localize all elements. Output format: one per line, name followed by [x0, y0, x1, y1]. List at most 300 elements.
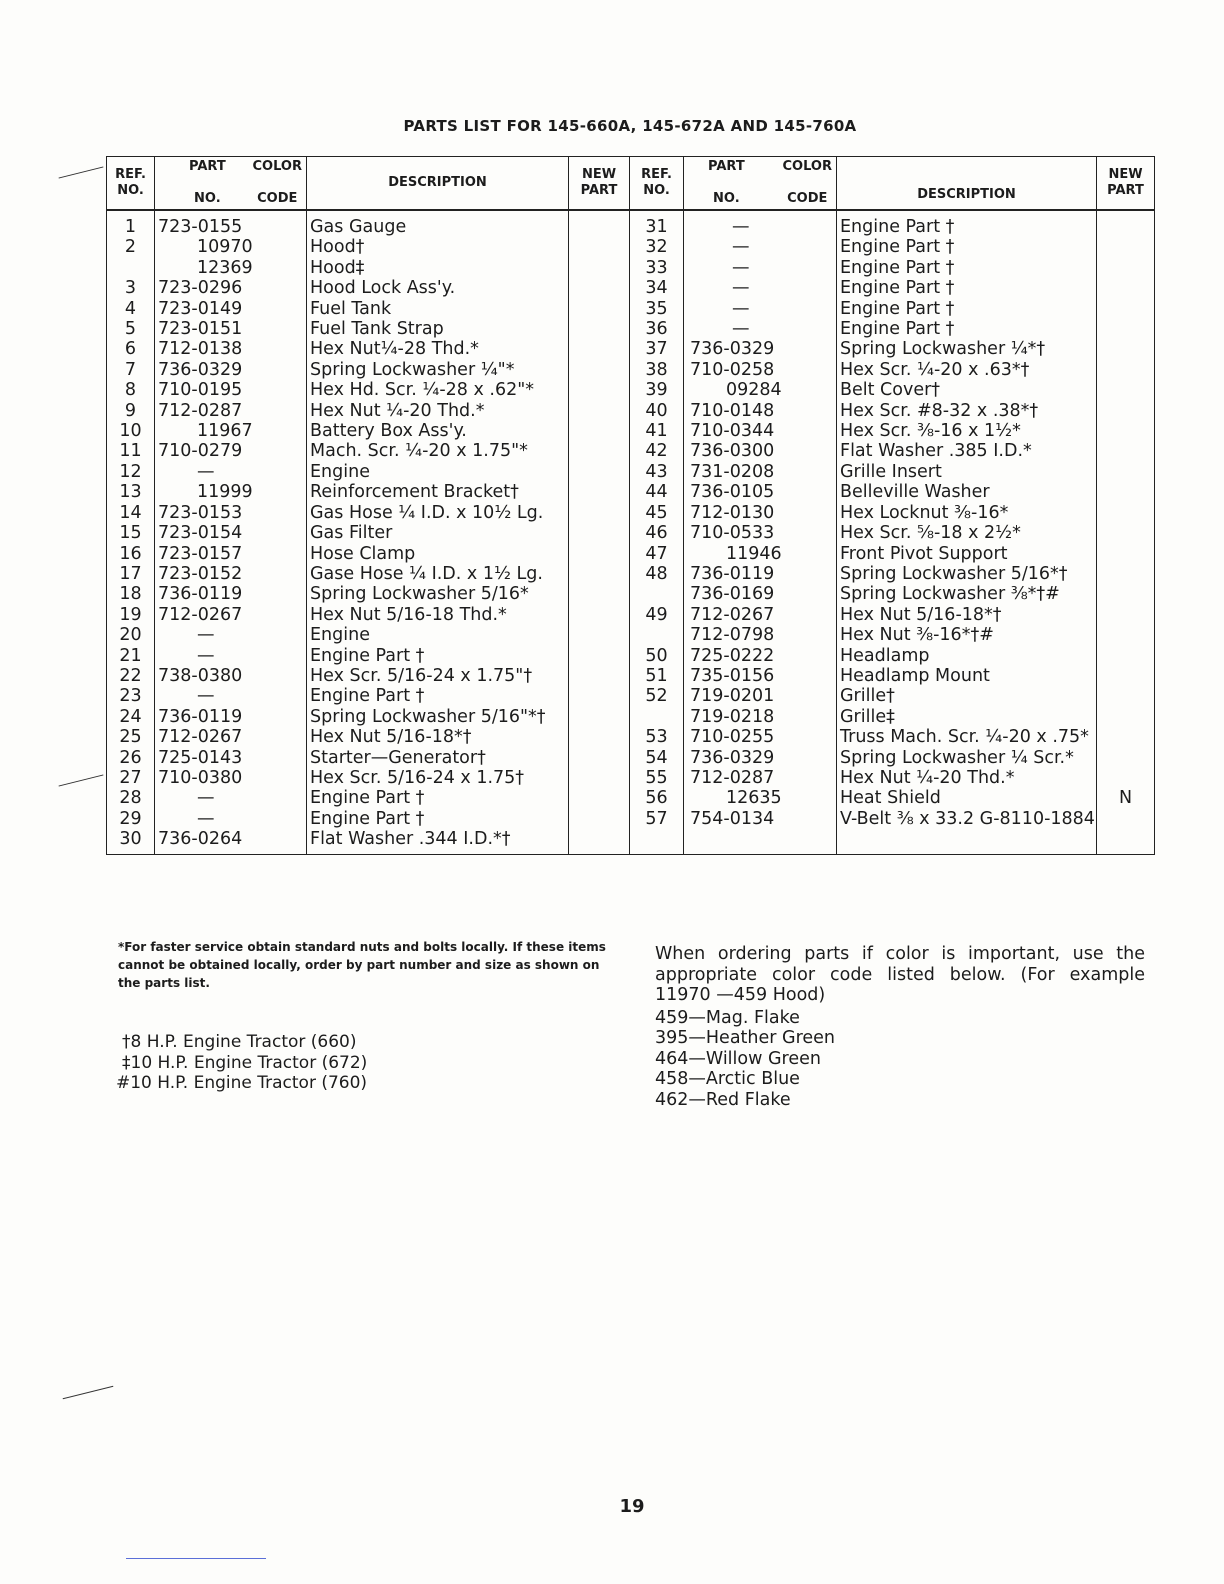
table-row [107, 625, 1155, 645]
right-ref-cell: 33 [630, 258, 684, 278]
left-part-no-cell: — [155, 646, 307, 666]
left-part-no-cell: 725-0143 [155, 748, 307, 768]
right-part-no-cell: 712-0287 [684, 768, 837, 788]
parts-table [106, 156, 1155, 855]
table-row [107, 829, 1155, 854]
right-part-no-cell: 712-0130 [684, 503, 837, 523]
right-new-part-cell [1097, 829, 1155, 854]
left-new-part-cell [569, 584, 630, 604]
right-part-no-cell: 736-0169 [684, 584, 837, 604]
left-part-no-cell: 723-0149 [155, 299, 307, 319]
color-code-item: 395—Heather Green [655, 1028, 836, 1048]
left-ref-cell: 28 [107, 788, 155, 808]
right-ref-cell: 48 [630, 564, 684, 584]
right-part-no-cell: 719-0218 [684, 707, 837, 727]
right-part-no-cell: 712-0267 [684, 605, 837, 625]
right-part-no-cell: 754-0134 [684, 809, 837, 829]
right-part-no-cell: 712-0798 [684, 625, 837, 645]
left-ref-cell: 17 [107, 564, 155, 584]
left-description-cell: Battery Box Ass'y. [307, 421, 569, 441]
left-part-no-cell: 712-0267 [155, 727, 307, 747]
color-code-item: 462—Red Flake [655, 1089, 791, 1110]
left-ref-cell: 4 [107, 299, 155, 319]
right-part-no-cell: 710-0258 [684, 360, 837, 380]
left-ref-cell: 19 [107, 605, 155, 625]
left-new-part-cell [569, 646, 630, 666]
left-new-part-cell [569, 482, 630, 502]
left-new-part-cell [569, 686, 630, 706]
right-ref-cell: 39 [630, 380, 684, 400]
right-description-cell: Spring Lockwasher ¼*† [837, 339, 1097, 359]
left-part-no-cell: 710-0279 [155, 441, 307, 461]
left-description-cell: Fuel Tank [307, 299, 569, 319]
table-row [107, 544, 1155, 564]
left-new-part-cell [569, 523, 630, 543]
right-new-part-cell [1097, 707, 1155, 727]
right-new-part-cell [1097, 299, 1155, 319]
right-description-cell: Hex Scr. ⅜-16 x 1½* [837, 421, 1097, 441]
table-row [107, 646, 1155, 666]
left-new-part-cell [569, 441, 630, 461]
table-row [107, 523, 1155, 543]
right-new-part-cell [1097, 237, 1155, 257]
right-description-cell: Grille Insert [837, 462, 1097, 482]
right-ref-cell: 41 [630, 421, 684, 441]
left-part-no-cell: 723-0153 [155, 503, 307, 523]
left-part-no-cell: 710-0380 [155, 768, 307, 788]
left-new-part-cell [569, 503, 630, 523]
table-row [107, 319, 1155, 339]
left-description-cell: Hex Nut 5/16-18 Thd.* [307, 605, 569, 625]
left-new-part-cell [569, 544, 630, 564]
right-description-cell: Belleville Washer [837, 482, 1097, 502]
left-description-cell: Gas Hose ¼ I.D. x 10½ Lg. [307, 503, 569, 523]
header-ref-no-2: REF. NO. [630, 157, 684, 211]
left-description-cell: Hex Scr. 5/16-24 x 1.75† [307, 768, 569, 788]
right-description-cell: Engine Part † [837, 210, 1097, 237]
left-ref-cell: 3 [107, 278, 155, 298]
table-row [107, 258, 1155, 278]
table-row [107, 299, 1155, 319]
table-row [107, 605, 1155, 625]
legend-item: ‡10 H.P. Engine Tractor (672) [122, 1052, 368, 1073]
right-part-no-cell: — [684, 237, 837, 257]
right-ref-cell: 34 [630, 278, 684, 298]
table-row [107, 360, 1155, 380]
left-ref-cell: 24 [107, 707, 155, 727]
left-part-no-cell: 736-0329 [155, 360, 307, 380]
right-ref-cell: 31 [630, 210, 684, 237]
right-ref-cell: 40 [630, 401, 684, 421]
left-part-no-cell: — [155, 625, 307, 645]
right-ref-cell: 49 [630, 605, 684, 625]
left-part-no-cell: 712-0287 [155, 401, 307, 421]
table-row [107, 482, 1155, 502]
right-ref-cell [630, 584, 684, 604]
binder-mark [59, 774, 104, 786]
left-description-cell: Gas Filter [307, 523, 569, 543]
left-new-part-cell [569, 748, 630, 768]
left-ref-cell: 22 [107, 666, 155, 686]
left-part-no-cell: 723-0296 [155, 278, 307, 298]
left-new-part-cell [569, 299, 630, 319]
right-new-part-cell [1097, 258, 1155, 278]
right-part-no-cell: 736-0329 [684, 339, 837, 359]
left-part-no-cell: 723-0152 [155, 564, 307, 584]
right-ref-cell: 32 [630, 237, 684, 257]
left-description-cell: Spring Lockwasher 5/16* [307, 584, 569, 604]
left-part-no-cell: 736-0119 [155, 707, 307, 727]
left-description-cell: Hood Lock Ass'y. [307, 278, 569, 298]
right-description-cell: Heat Shield [837, 788, 1097, 808]
left-description-cell: Spring Lockwasher 5/16"*† [307, 707, 569, 727]
left-description-cell: Hood† [307, 237, 569, 257]
right-description-cell: Hex Scr. ¼-20 x .63*† [837, 360, 1097, 380]
right-new-part-cell [1097, 748, 1155, 768]
right-part-no-cell: 735-0156 [684, 666, 837, 686]
left-description-cell: Engine Part † [307, 809, 569, 829]
left-new-part-cell [569, 809, 630, 829]
left-ref-cell: 5 [107, 319, 155, 339]
right-new-part-cell [1097, 462, 1155, 482]
right-description-cell: Engine Part † [837, 258, 1097, 278]
left-new-part-cell [569, 258, 630, 278]
right-ref-cell: 56 [630, 788, 684, 808]
right-new-part-cell [1097, 564, 1155, 584]
right-new-part-cell [1097, 544, 1155, 564]
right-new-part-cell [1097, 584, 1155, 604]
left-new-part-cell [569, 788, 630, 808]
right-part-no-cell: 731-0208 [684, 462, 837, 482]
table-row [107, 748, 1155, 768]
table-row [107, 788, 1155, 808]
right-description-cell: Hex Nut 5/16-18*† [837, 605, 1097, 625]
left-description-cell: Engine Part † [307, 788, 569, 808]
left-ref-cell: 6 [107, 339, 155, 359]
header-description: DESCRIPTION [307, 157, 569, 211]
right-description-cell: Grille‡ [837, 707, 1097, 727]
footnote: *For faster service obtain standard nuts and bolts locally. If these items cannot be obtained locally, order by part number and size as shown on the parts list. [118, 940, 606, 990]
left-part-no-cell: 12369 [155, 258, 307, 278]
right-ref-cell: 52 [630, 686, 684, 706]
left-description-cell: Hex Scr. 5/16-24 x 1.75"† [307, 666, 569, 686]
right-description-cell: Headlamp [837, 646, 1097, 666]
right-new-part-cell [1097, 727, 1155, 747]
table-row [107, 278, 1155, 298]
left-ref-cell: 2 [107, 237, 155, 257]
right-ref-cell: 42 [630, 441, 684, 461]
right-ref-cell: 50 [630, 646, 684, 666]
right-ref-cell: 57 [630, 809, 684, 829]
engine-legend [116, 1032, 367, 1094]
right-description-cell: V-Belt ⅜ x 33.2 G-8110-1884 [837, 809, 1097, 829]
header-new-part-2: NEW PART [1097, 157, 1155, 211]
right-ref-cell: 53 [630, 727, 684, 747]
left-part-no-cell: — [155, 462, 307, 482]
right-description-cell: Belt Cover† [837, 380, 1097, 400]
right-new-part-cell [1097, 686, 1155, 706]
left-new-part-cell [569, 625, 630, 645]
right-part-no-cell: 710-0533 [684, 523, 837, 543]
right-part-no-cell: 719-0201 [684, 686, 837, 706]
right-ref-cell: 37 [630, 339, 684, 359]
right-part-no-cell: 11946 [684, 544, 837, 564]
right-ref-cell: 55 [630, 768, 684, 788]
right-new-part-cell [1097, 503, 1155, 523]
table-row [107, 421, 1155, 441]
page-title: PARTS LIST FOR 145-660A, 145-672A AND 145-760A [403, 117, 857, 135]
right-description-cell: Spring Lockwasher ⅜*†# [837, 584, 1097, 604]
right-part-no-cell: 12635 [684, 788, 837, 808]
left-ref-cell: 16 [107, 544, 155, 564]
right-description-cell: Truss Mach. Scr. ¼-20 x .75* [837, 727, 1097, 747]
right-new-part-cell [1097, 605, 1155, 625]
right-description-cell: Engine Part † [837, 299, 1097, 319]
left-description-cell: Hex Nut 5/16-18*† [307, 727, 569, 747]
right-new-part-cell [1097, 401, 1155, 421]
left-new-part-cell [569, 829, 630, 854]
left-new-part-cell [569, 564, 630, 584]
right-part-no-cell: — [684, 299, 837, 319]
left-ref-cell: 11 [107, 441, 155, 461]
right-description-cell: Spring Lockwasher ¼ Scr.* [837, 748, 1097, 768]
left-new-part-cell [569, 727, 630, 747]
right-new-part-cell [1097, 421, 1155, 441]
left-description-cell: Flat Washer .344 I.D.*† [307, 829, 569, 854]
right-ref-cell: 51 [630, 666, 684, 686]
right-new-part-cell [1097, 666, 1155, 686]
left-part-no-cell: — [155, 809, 307, 829]
right-description-cell: Engine Part † [837, 278, 1097, 298]
table-row [107, 441, 1155, 461]
table-header-row [107, 157, 1155, 211]
right-part-no-cell [684, 829, 837, 854]
left-ref-cell: 23 [107, 686, 155, 706]
right-part-no-cell: 09284 [684, 380, 837, 400]
left-new-part-cell [569, 768, 630, 788]
left-new-part-cell [569, 319, 630, 339]
right-description-cell: Engine Part † [837, 319, 1097, 339]
left-part-no-cell: 11999 [155, 482, 307, 502]
right-description-cell: Hex Locknut ⅜-16* [837, 503, 1097, 523]
left-description-cell: Gase Hose ¼ I.D. x 1½ Lg. [307, 564, 569, 584]
right-description-cell: Hex Scr. #8-32 x .38*† [837, 401, 1097, 421]
color-code-item: 464—Willow Green [655, 1048, 821, 1069]
left-ref-cell: 30 [107, 829, 155, 854]
left-description-cell: Fuel Tank Strap [307, 319, 569, 339]
header-color-code: COLOR [252, 159, 302, 174]
left-part-no-cell: 712-0138 [155, 339, 307, 359]
right-new-part-cell [1097, 380, 1155, 400]
left-part-no-cell: — [155, 686, 307, 706]
right-description-cell: Hex Nut ⅜-16*†# [837, 625, 1097, 645]
left-part-no-cell: 738-0380 [155, 666, 307, 686]
left-part-no-cell: 736-0119 [155, 584, 307, 604]
left-ref-cell: 12 [107, 462, 155, 482]
left-description-cell: Hex Nut¼-28 Thd.* [307, 339, 569, 359]
table-row [107, 401, 1155, 421]
left-new-part-cell [569, 401, 630, 421]
right-new-part-cell [1097, 319, 1155, 339]
left-new-part-cell [569, 237, 630, 257]
header-new-part: NEW PART [569, 157, 630, 211]
right-part-no-cell: — [684, 278, 837, 298]
left-part-no-cell: 723-0151 [155, 319, 307, 339]
left-part-no-cell: 10970 [155, 237, 307, 257]
right-part-no-cell: 725-0222 [684, 646, 837, 666]
binder-mark [63, 1386, 114, 1400]
left-part-no-cell: — [155, 788, 307, 808]
left-new-part-cell [569, 339, 630, 359]
left-part-no-cell: 736-0264 [155, 829, 307, 854]
right-ref-cell [630, 625, 684, 645]
left-part-no-cell: 723-0154 [155, 523, 307, 543]
right-new-part-cell [1097, 646, 1155, 666]
right-part-no-cell: 710-0344 [684, 421, 837, 441]
right-part-no-cell: 710-0255 [684, 727, 837, 747]
right-description-cell: Flat Washer .385 I.D.* [837, 441, 1097, 461]
left-part-no-cell: 11967 [155, 421, 307, 441]
bottom-rule [126, 1558, 266, 1559]
table-row [107, 339, 1155, 359]
right-description-cell: Hex Nut ¼-20 Thd.* [837, 768, 1097, 788]
table-row [107, 707, 1155, 727]
left-ref-cell: 20 [107, 625, 155, 645]
left-ref-cell: 1 [107, 210, 155, 237]
table-row [107, 686, 1155, 706]
left-description-cell: Hex Nut ¼-20 Thd.* [307, 401, 569, 421]
right-part-no-cell: 736-0119 [684, 564, 837, 584]
left-ref-cell: 15 [107, 523, 155, 543]
right-new-part-cell [1097, 360, 1155, 380]
binder-mark [59, 166, 104, 178]
right-ref-cell: 45 [630, 503, 684, 523]
left-new-part-cell [569, 666, 630, 686]
right-new-part-cell: N [1097, 788, 1155, 808]
right-new-part-cell [1097, 523, 1155, 543]
table-row [107, 237, 1155, 257]
right-ref-cell: 46 [630, 523, 684, 543]
left-description-cell: Spring Lockwasher ¼"* [307, 360, 569, 380]
right-new-part-cell [1097, 210, 1155, 237]
right-ref-cell: 44 [630, 482, 684, 502]
right-ref-cell: 43 [630, 462, 684, 482]
color-code-item: 458—Arctic Blue [655, 1069, 800, 1089]
header-part-color: PART NO. COLOR CODE [155, 157, 307, 211]
left-ref-cell: 10 [107, 421, 155, 441]
color-code-list [655, 1008, 1145, 1111]
right-new-part-cell [1097, 441, 1155, 461]
table-row [107, 503, 1155, 523]
left-new-part-cell [569, 605, 630, 625]
table-row [107, 768, 1155, 788]
left-new-part-cell [569, 360, 630, 380]
right-description-cell: Engine Part † [837, 237, 1097, 257]
right-description-cell: Front Pivot Support [837, 544, 1097, 564]
table-row [107, 380, 1155, 400]
right-ref-cell: 35 [630, 299, 684, 319]
legend-item: †8 H.P. Engine Tractor (660) [122, 1032, 357, 1052]
left-new-part-cell [569, 462, 630, 482]
table-row [107, 666, 1155, 686]
header-ref-no: REF. NO. [107, 157, 155, 211]
right-part-no-cell: 710-0148 [684, 401, 837, 421]
left-ref-cell: 21 [107, 646, 155, 666]
right-ref-cell [630, 829, 684, 854]
ordering-note-block [655, 944, 1145, 1110]
left-description-cell: Hex Hd. Scr. ¼-28 x .62"* [307, 380, 569, 400]
right-ref-cell: 38 [630, 360, 684, 380]
right-ref-cell: 54 [630, 748, 684, 768]
right-part-no-cell: 736-0329 [684, 748, 837, 768]
left-part-no-cell: 710-0195 [155, 380, 307, 400]
right-description-cell [837, 829, 1097, 854]
right-new-part-cell [1097, 482, 1155, 502]
left-ref-cell: 14 [107, 503, 155, 523]
right-new-part-cell [1097, 768, 1155, 788]
right-description-cell: Grille† [837, 686, 1097, 706]
right-part-no-cell: 736-0300 [684, 441, 837, 461]
page-number: 19 [619, 1496, 645, 1517]
left-ref-cell: 25 [107, 727, 155, 747]
left-ref-cell: 26 [107, 748, 155, 768]
right-ref-cell: 47 [630, 544, 684, 564]
left-ref-cell: 18 [107, 584, 155, 604]
left-description-cell: Reinforcement Bracket† [307, 482, 569, 502]
right-new-part-cell [1097, 339, 1155, 359]
left-new-part-cell [569, 707, 630, 727]
left-ref-cell: 29 [107, 809, 155, 829]
left-description-cell: Mach. Scr. ¼-20 x 1.75"* [307, 441, 569, 461]
left-ref-cell [107, 258, 155, 278]
left-part-no-cell: 723-0157 [155, 544, 307, 564]
left-ref-cell: 13 [107, 482, 155, 502]
left-description-cell: Engine Part † [307, 646, 569, 666]
table-row [107, 727, 1155, 747]
left-description-cell: Starter—Generator† [307, 748, 569, 768]
left-description-cell: Hose Clamp [307, 544, 569, 564]
right-description-cell: Headlamp Mount [837, 666, 1097, 686]
left-description-cell: Hood‡ [307, 258, 569, 278]
right-new-part-cell [1097, 278, 1155, 298]
left-new-part-cell [569, 421, 630, 441]
left-ref-cell: 8 [107, 380, 155, 400]
left-ref-cell: 7 [107, 360, 155, 380]
right-part-no-cell: 736-0105 [684, 482, 837, 502]
table-row [107, 809, 1155, 829]
header-part-color-2: PART NO. COLOR CODE [684, 157, 837, 211]
right-description-cell: Spring Lockwasher 5/16*† [837, 564, 1097, 584]
header-part-no: PART [189, 159, 226, 174]
right-ref-cell [630, 707, 684, 727]
legend-item: #10 H.P. Engine Tractor (760) [116, 1073, 368, 1093]
table-row [107, 564, 1155, 584]
right-part-no-cell: — [684, 210, 837, 237]
right-ref-cell: 36 [630, 319, 684, 339]
left-description-cell: Engine Part † [307, 686, 569, 706]
table-row [107, 462, 1155, 482]
right-part-no-cell: — [684, 319, 837, 339]
left-part-no-cell: 712-0267 [155, 605, 307, 625]
right-description-cell: Hex Scr. ⅝-18 x 2½* [837, 523, 1097, 543]
left-description-cell: Engine [307, 462, 569, 482]
color-code-item: 459—Mag. Flake [655, 1007, 800, 1028]
left-new-part-cell [569, 380, 630, 400]
left-ref-cell: 27 [107, 768, 155, 788]
left-new-part-cell [569, 210, 630, 237]
header-description-2: DESCRIPTION [837, 157, 1097, 211]
right-new-part-cell [1097, 809, 1155, 829]
